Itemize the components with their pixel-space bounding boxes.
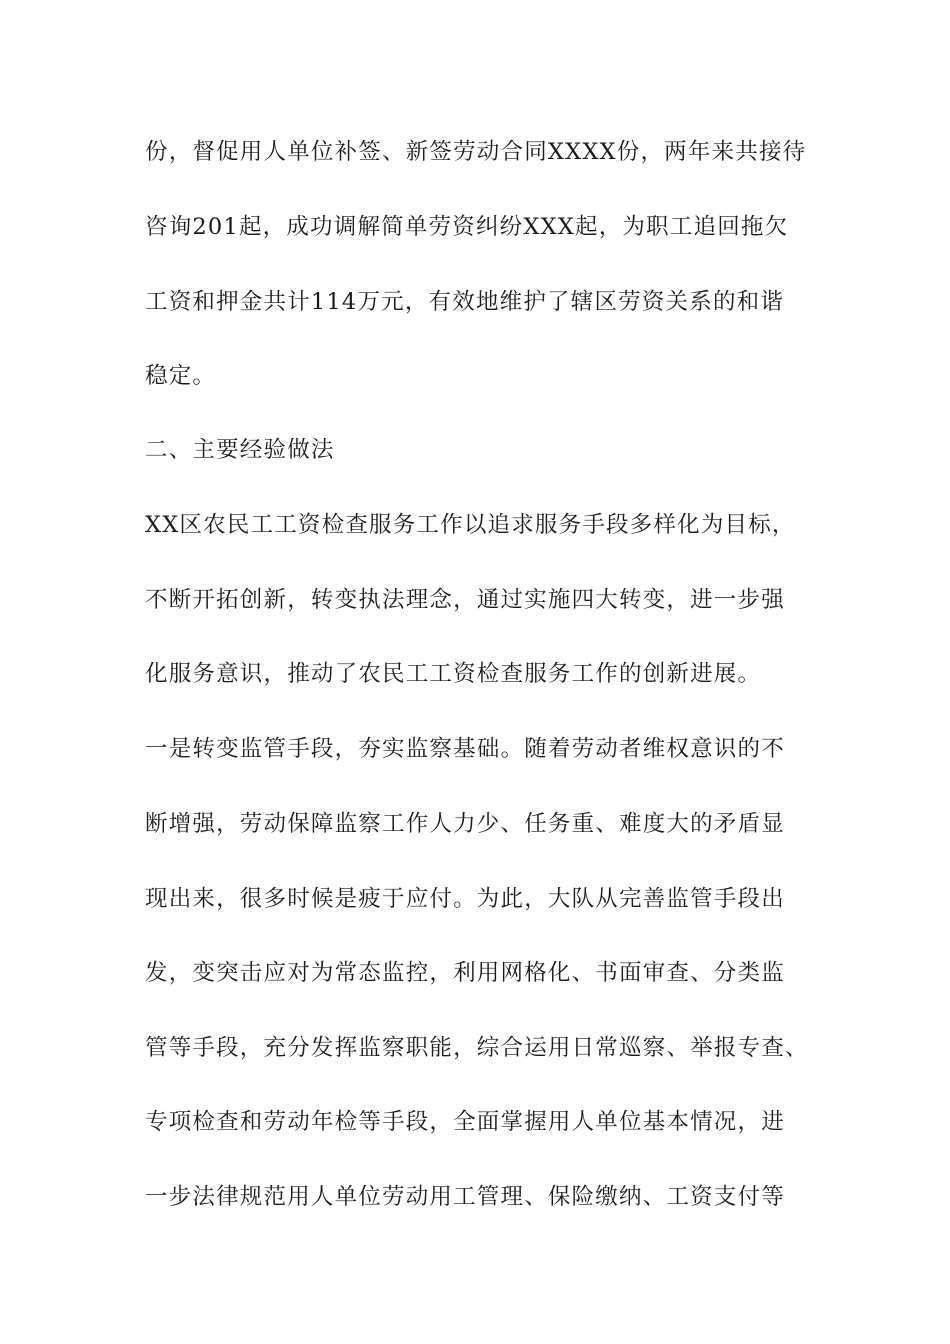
section-heading: 二、主要经验做法	[145, 437, 335, 463]
paragraph-line: 化服务意识，推动了农民工工资检查服务工作的创新进展。	[145, 661, 762, 687]
paragraph-line: 不断开拓创新，转变执法理念，通过实施四大转变，进一步强	[145, 587, 785, 613]
paragraph-line: 一是转变监管手段，夯实监察基础。随着劳动者维权意识的不	[145, 736, 785, 762]
paragraph-line: 稳定。	[145, 363, 217, 389]
paragraph-line: 现出来，很多时候是疲于应付。为此，大队从完善监管手段出	[145, 886, 785, 912]
paragraph-line: 工资和押金共计114万元，有效地维护了辖区劳资关系的和谐	[145, 289, 785, 315]
paragraph-line: 断增强，劳动保障监察工作人力少、任务重、难度大的矛盾显	[145, 811, 785, 837]
paragraph-line: 发，变突击应对为常态监控，利用网格化、书面审查、分类监	[145, 960, 785, 986]
paragraph-line: 一步法律规范用人单位劳动用工管理、保险缴纳、工资支付等	[145, 1184, 785, 1210]
paragraph-line: 份，督促用人单位补签、新签劳动合同XXXX份，两年来共接待	[145, 139, 807, 165]
paragraph-line: 专项检查和劳动年检等手段，全面掌握用人单位基本情况，进	[145, 1109, 785, 1135]
paragraph-line: XX区农民工工资检查服务工作以追求服务手段多样化为目标，	[145, 512, 796, 538]
paragraph-line: 咨询201起，成功调解简单劳资纠纷XXX起，为职工追回拖欠	[145, 214, 789, 240]
paragraph-line: 管等手段，充分发挥监察职能，综合运用日常巡察、举报专查、	[145, 1035, 809, 1061]
